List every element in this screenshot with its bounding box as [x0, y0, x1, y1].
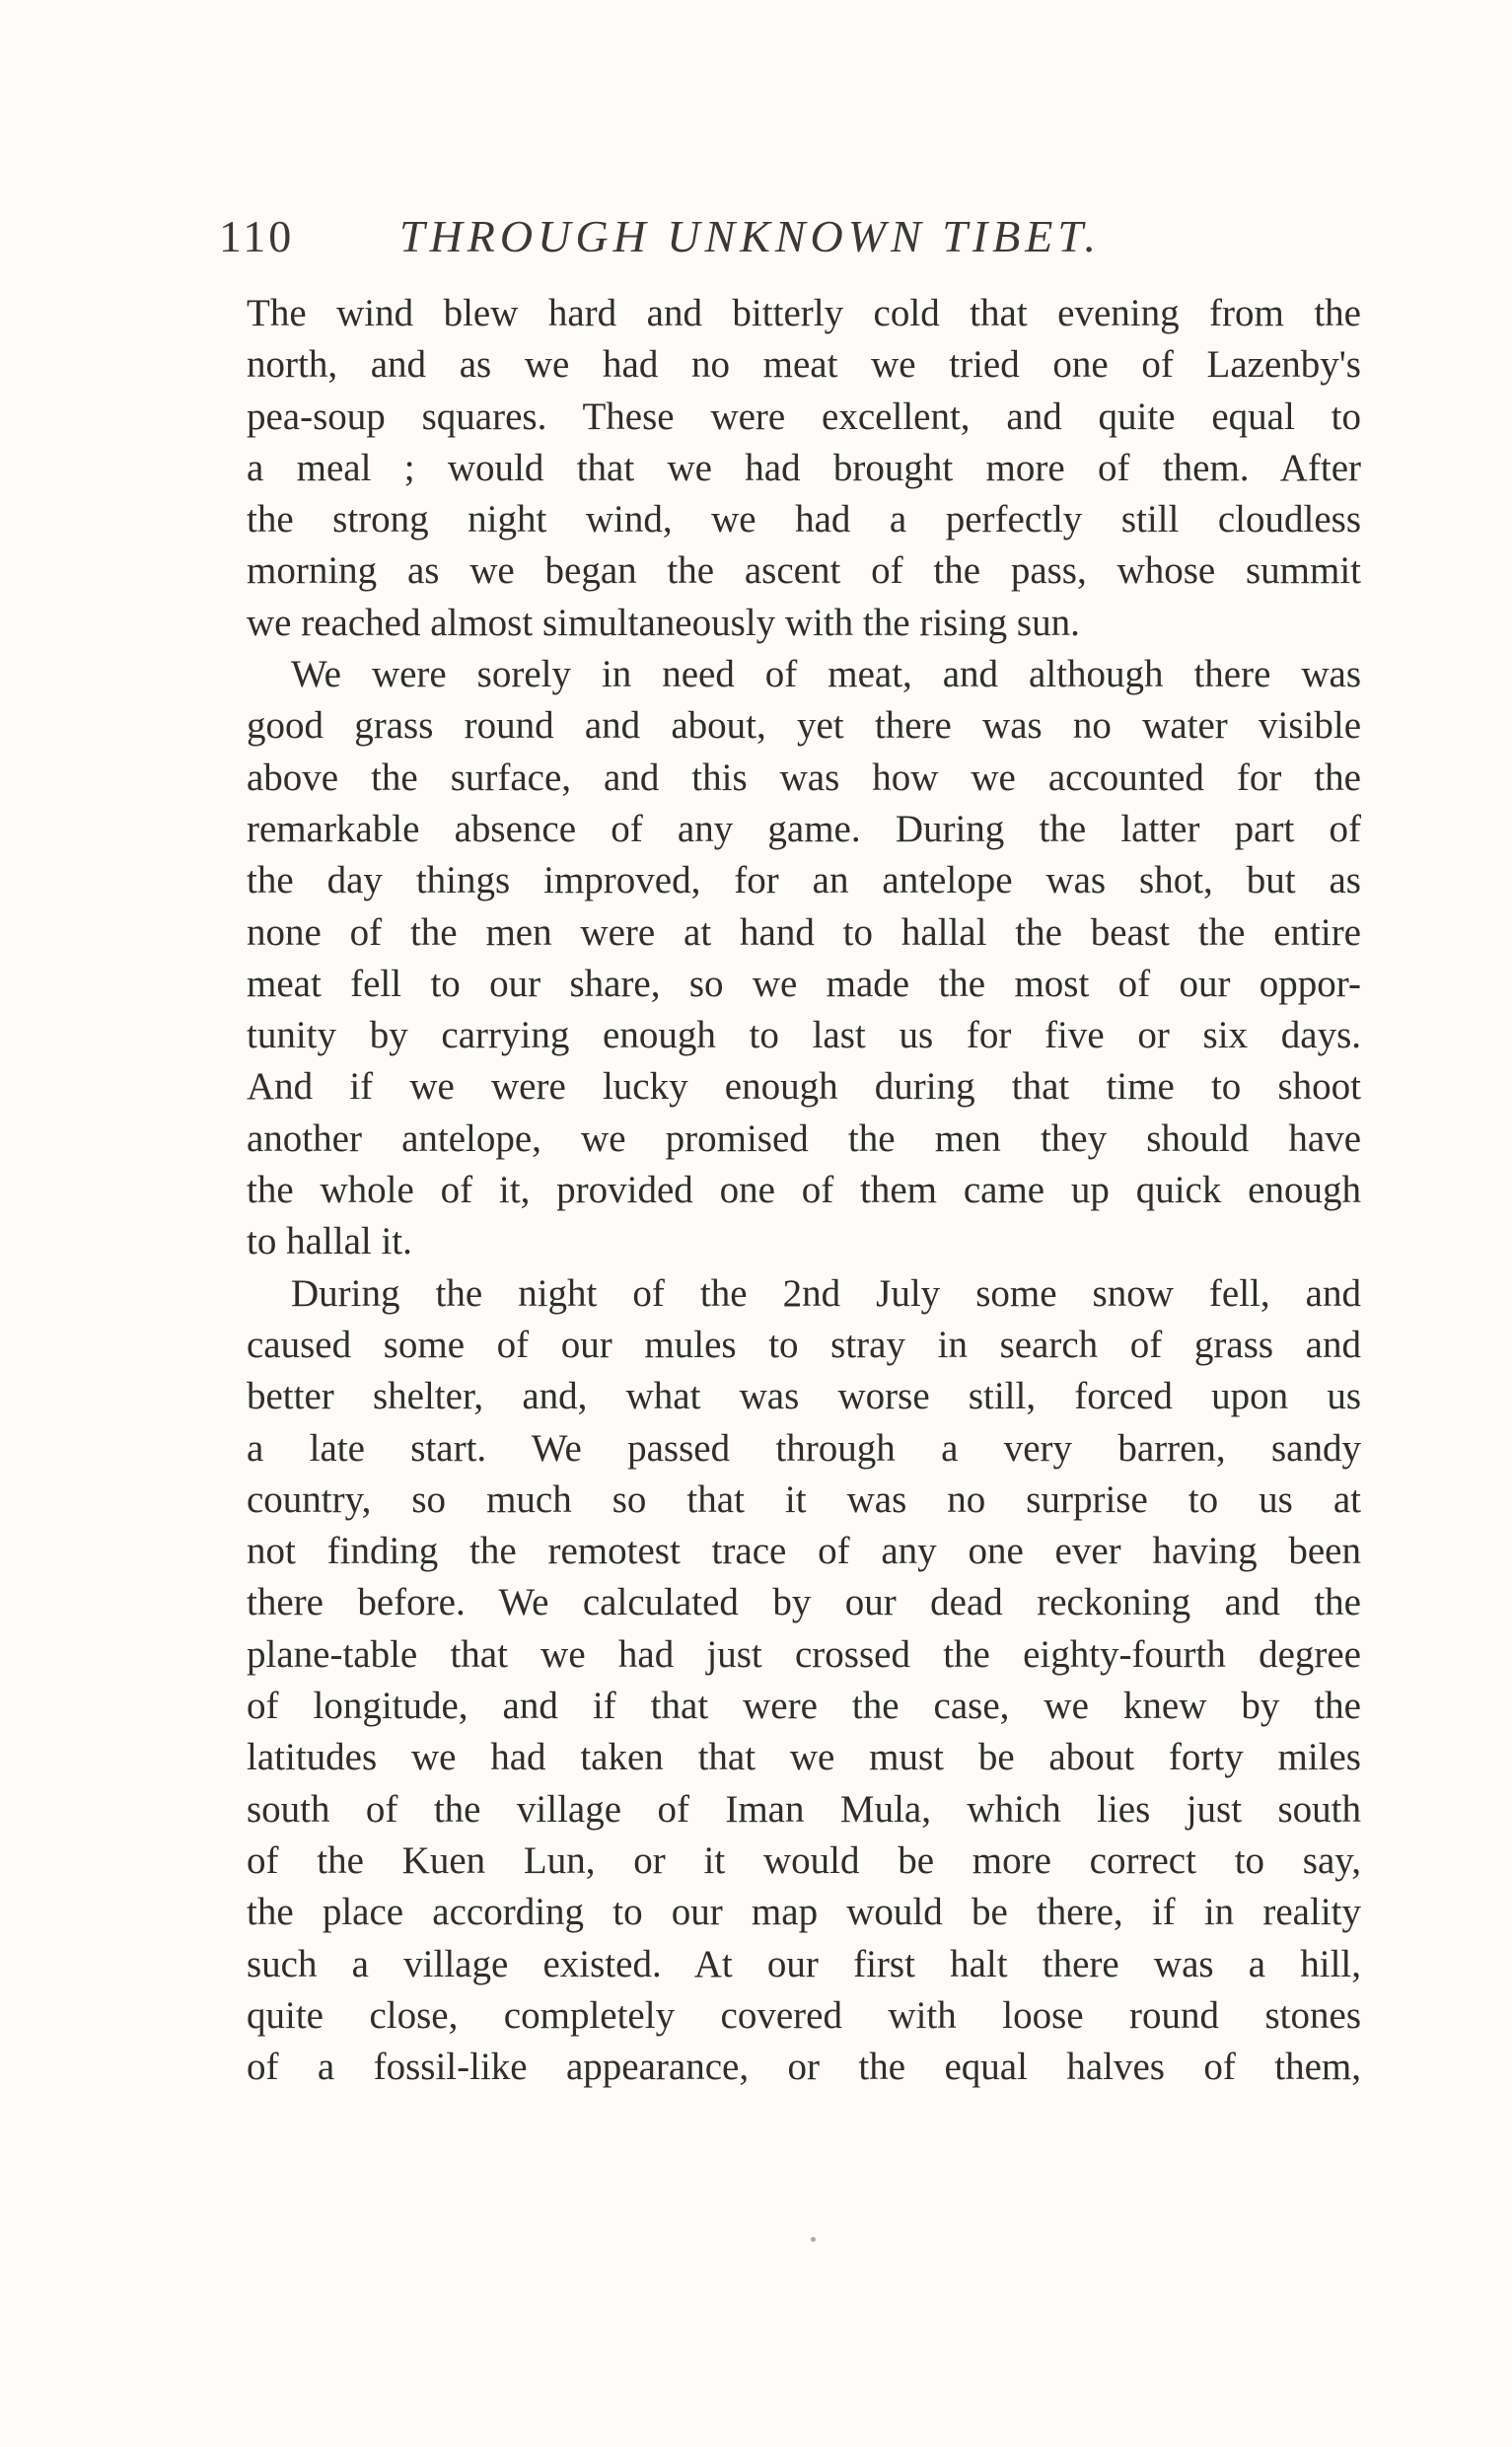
text-line: country, so much so that it was no surprise to us at — [247, 1477, 1361, 1521]
text-line: we reached almost simultaneously with the rising sun. — [247, 601, 1080, 644]
text-line: a meal ; would that we had brought more of them. After — [247, 446, 1361, 489]
text-line: latitudes we had taken that we must be about forty miles — [247, 1736, 1361, 1779]
text-line: of longitude, and if that were the case, we knew by the — [247, 1685, 1361, 1728]
text-line: We were sorely in need of meat, and although there was — [291, 653, 1361, 696]
text-line: another antelope, we promised the men they should have — [247, 1116, 1361, 1160]
text-line: The wind blew hard and bitterly cold that evening from the — [247, 292, 1361, 334]
text-line: the whole of it, provided one of them came up quick enough — [247, 1169, 1361, 1212]
text-line: there before. We calculated by our dead reckoning and the — [247, 1581, 1361, 1624]
text-line: the strong night wind, we had a perfectly still cloudless — [247, 498, 1361, 541]
text-line: tunity by carrying enough to last us for five or six days. — [247, 1014, 1361, 1057]
text-line: meat fell to our share, so we made the most of our oppor- — [247, 962, 1361, 1005]
text-line: the day things improved, for an antelope was shot, but as — [247, 859, 1361, 902]
text-line: morning as we began the ascent of the pass, whose summit — [247, 549, 1361, 593]
text-line: And if we were lucky enough during that time to shoot — [247, 1065, 1361, 1109]
text-line: of a fossil-like appearance, or the equal halves of them, — [247, 2046, 1361, 2089]
running-head — [219, 205, 1205, 268]
text-line: plane-table that we had just crossed the eighty-fourth degree — [247, 1632, 1361, 1676]
text-line: quite close, completely covered with loose round stones — [247, 1993, 1361, 2037]
page-number: 110 — [219, 211, 295, 261]
text-line: not finding the remotest trace of any one ever having been — [247, 1530, 1361, 1573]
print-speck — [811, 2237, 816, 2242]
text-line: none of the men were at hand to hallal the beast the entire — [247, 910, 1361, 954]
paragraph-3 — [247, 1268, 1361, 2094]
text-line: south of the village of Iman Mula, which lies just south — [247, 1787, 1361, 1831]
text-line: the place according to our map would be there, if in reality — [247, 1891, 1361, 1934]
body-text — [247, 288, 1361, 2093]
text-line: such a village existed. At our first halt there was a hill, — [247, 1942, 1361, 1985]
running-title: THROUGH UNKNOWN TIBET. — [399, 211, 1102, 261]
text-line: to hallal it. — [247, 1220, 412, 1263]
text-line: better shelter, and, what was worse still, forced upon us — [247, 1375, 1361, 1418]
paragraph-2 — [247, 649, 1361, 1268]
paragraph-1 — [247, 288, 1361, 649]
text-line: of the Kuen Lun, or it would be more correct to say, — [247, 1838, 1361, 1882]
text-line: good grass round and about, yet there was no water visible — [247, 704, 1361, 748]
text-line: remarkable absence of any game. During the latter part of — [247, 807, 1361, 850]
text-line: a late start. We passed through a very barren, sandy — [247, 1426, 1361, 1470]
text-line: north, and as we had no meat we tried one of Lazenby's — [247, 343, 1361, 387]
text-line: above the surface, and this was how we accounted for the — [247, 756, 1361, 799]
text-line: pea-soup squares. These were excellent, and quite equal to — [247, 395, 1361, 438]
text-line: During the night of the 2nd July some snow fell, and — [291, 1271, 1361, 1315]
text-line: caused some of our mules to stray in search of grass and — [247, 1323, 1361, 1366]
